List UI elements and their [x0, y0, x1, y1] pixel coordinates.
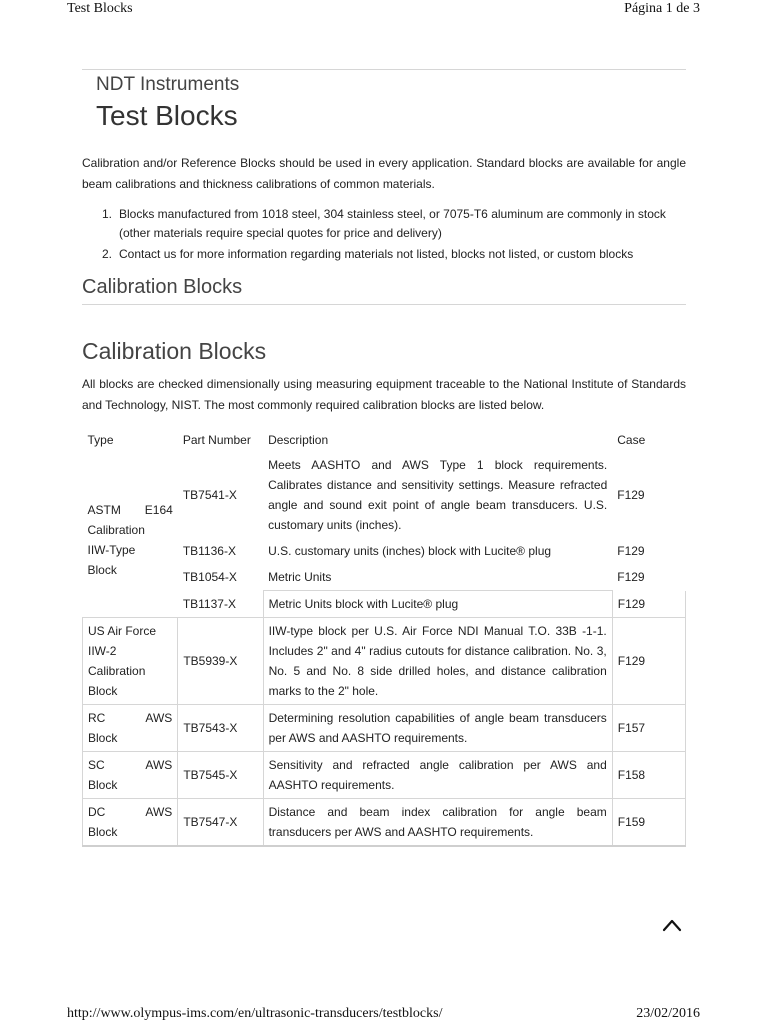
divider [82, 69, 686, 70]
part-number: TB1054-X [182, 570, 237, 585]
case: F129 [612, 591, 685, 618]
print-header-title: Test Blocks [67, 1, 133, 16]
case: F129 [617, 570, 645, 585]
case: F129 [617, 544, 645, 558]
table-row [83, 799, 686, 847]
description: U.S. customary units (inches) block with Lucite® plug [268, 544, 552, 558]
print-header [0, 0, 768, 20]
type-cell: DC AWS Block [83, 799, 178, 847]
col-header-part: Part Number [182, 433, 251, 447]
type-cell: US Air Force IIW-2 Calibration Block [83, 618, 178, 705]
description: Metric Units [268, 570, 332, 584]
part-number: TB7545-X [178, 752, 263, 799]
col-header-case: Case [617, 433, 646, 447]
part-number: TB5939-X [178, 618, 263, 705]
part-number: TB7541-X [182, 488, 237, 502]
description: Sensitivity and refracted angle calibration per AWS and AASHTO requirements. [263, 752, 612, 799]
divider [82, 304, 686, 305]
table-row [83, 452, 686, 538]
calibration-blocks-table [82, 428, 686, 847]
case: F129 [617, 488, 645, 502]
col-header-type: Type [87, 433, 114, 447]
table-row [83, 591, 686, 618]
type-cell: RC AWS Block [83, 705, 178, 752]
back-to-top-button[interactable] [662, 918, 682, 932]
print-footer [0, 1005, 768, 1024]
description: Meets AASHTO and AWS Type 1 block requirements. Calibrates distance and sensitivity settings. Measure refracted angle and sound exit point of angle beam transducers. U.S. customary units (inches). [268, 458, 608, 532]
section-intro: All blocks are checked dimensionally using measuring equipment traceable to the National Institute of Standards and Technology, NIST. The most commonly required calibration blocks are listed below. [82, 377, 686, 412]
section-heading: Calibration Blocks [82, 338, 267, 364]
print-footer-url[interactable]: http://www.olympus-ims.com/en/ultrasonic-transducers/testblocks/ [67, 1006, 443, 1021]
part-number: TB1137-X [182, 596, 236, 611]
part-number: TB1136-X [182, 544, 236, 558]
description: Distance and beam index calibration for angle beam transducers per AWS and AASHTO requirements. [263, 799, 612, 847]
intro-text: Calibration and/or Reference Blocks should be used in every application. Standard blocks are available for angle beam calibrations and thickness calibrations of common materials. [82, 156, 686, 191]
tab-calibration-blocks[interactable]: Calibration Blocks [82, 276, 243, 298]
brand-name[interactable]: NDT Instruments [96, 74, 240, 95]
table-header-row [83, 428, 686, 452]
col-header-desc: Description [268, 433, 329, 447]
page-title: Test Blocks [96, 100, 238, 131]
notes-list [82, 205, 686, 266]
list-item: 1. Blocks manufactured from 1018 steel, 304 stainless steel, or 7075-T6 aluminum are commonly in stock (other materials require special quotes for price and delivery) [102, 207, 666, 240]
type-cell: SC AWS Block [83, 752, 178, 799]
print-footer-date: 23/02/2016 [636, 1006, 700, 1021]
case: F129 [612, 618, 685, 705]
part-number: TB7547-X [178, 799, 263, 847]
table-row [83, 618, 686, 705]
case: F158 [612, 752, 685, 799]
description: Metric Units block with Lucite® plug [263, 591, 612, 618]
case: F159 [612, 799, 685, 847]
list-item: 2. Contact us for more information regarding materials not listed, blocks not listed, or custom blocks [102, 247, 634, 261]
type-cell: ASTM E164 Calibration IIW-Type Block [87, 502, 173, 577]
print-header-page: Página 1 de 3 [624, 1, 700, 16]
case: F157 [612, 705, 685, 752]
table-row [83, 705, 686, 752]
table-row [83, 752, 686, 799]
description: IIW-type block per U.S. Air Force NDI Manual T.O. 33B -1-1. Includes 2" and 4" radius cutouts for distance calibration. No. 3, No. 5 and No. 8 side drilled holes, and distance calibration marks to the 2" hole. [263, 618, 612, 705]
description: Determining resolution capabilities of angle beam transducers per AWS and AASHTO requirements. [263, 705, 612, 752]
chevron-up-icon [662, 918, 682, 932]
part-number: TB7543-X [178, 705, 263, 752]
